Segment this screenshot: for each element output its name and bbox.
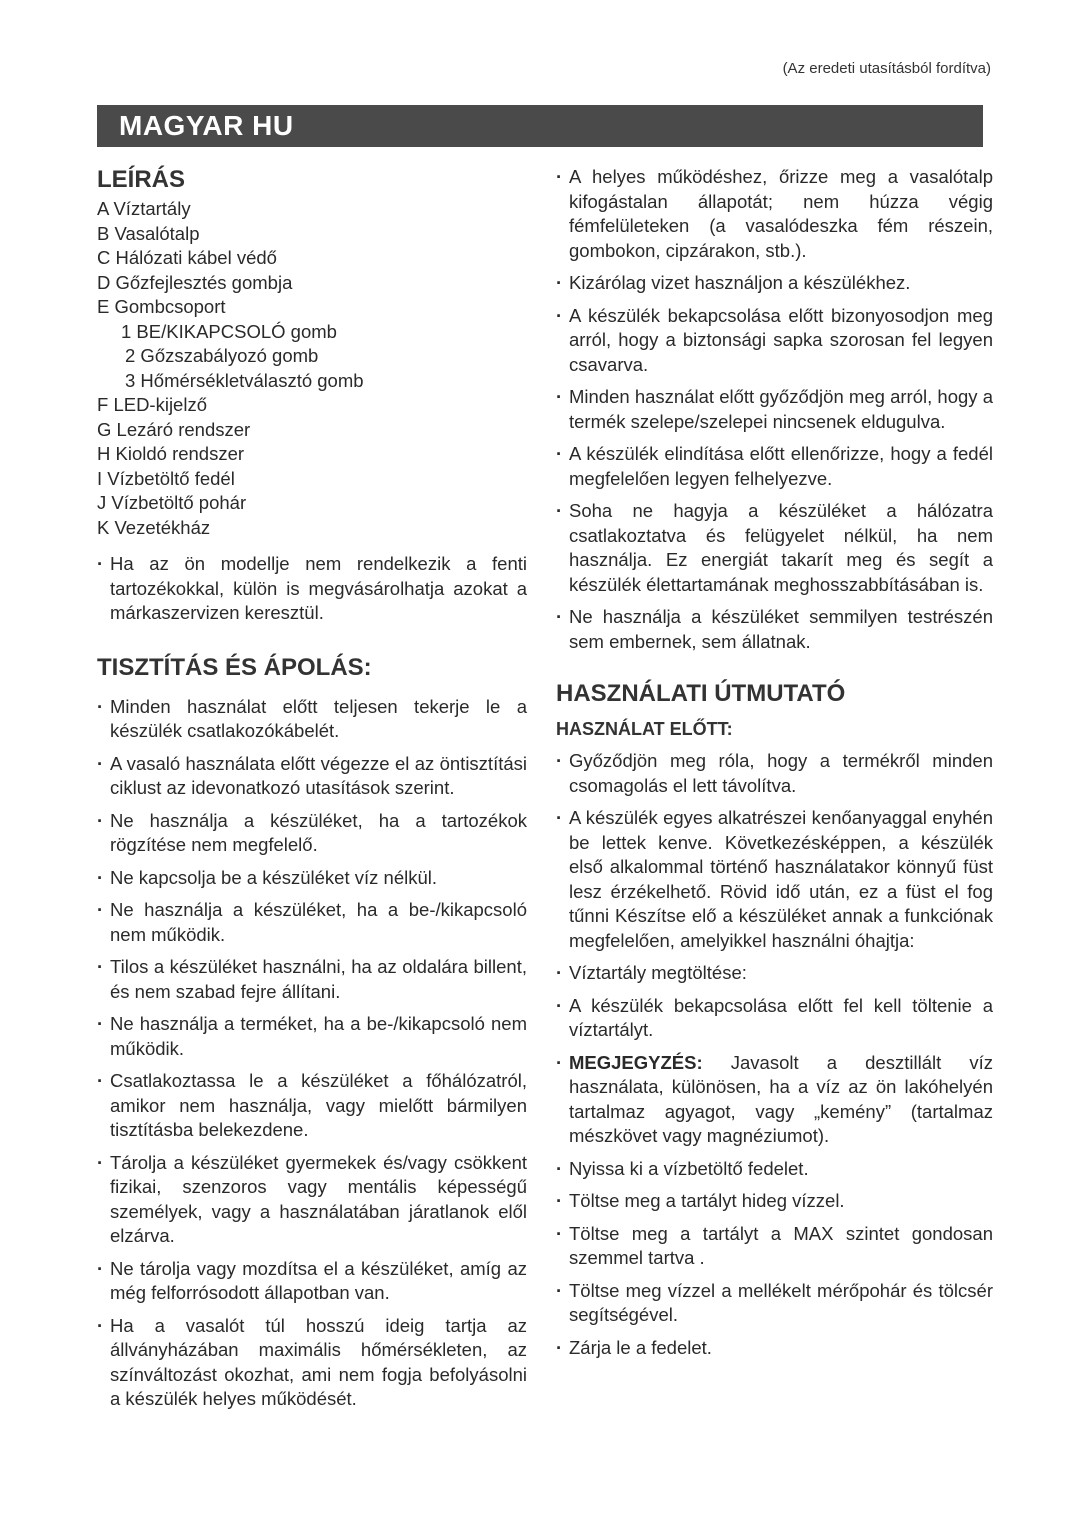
cleaning-list xyxy=(97,695,527,1412)
cleaning-item: · Minden használat előtt győződjön meg arról, hogy a termék szelepe/szelepei nincsenek eldugulva. xyxy=(556,385,993,434)
parts-item: I Vízbetöltő fedél xyxy=(97,467,235,489)
cleaning-item: · Tárolja a készüléket gyermekek és/vagy csökkent fizikai, szenzoros vagy mentális képességű személyek, vagy a használatában járatlanok elől elzárva. xyxy=(97,1151,527,1249)
translation-note: (Az eredeti utasításból fordítva) xyxy=(782,60,991,77)
parts-item: K Vezetékház xyxy=(97,516,211,538)
parts-item: G Lezáró rendszer xyxy=(97,418,251,440)
usage-item: · Töltse meg vízzel a mellékelt mérőpohár és tölcsér segítségével. xyxy=(556,1279,993,1328)
right-column xyxy=(556,165,993,1368)
usage-item: · A készülék egyes alkatrészei kenőanyaggal enyhén be lettek kenve. Következésképpen, a készülék első alkalommal történő használatakor könnyű füst lesz érzékelhető. Rövid idő után, ez a füst el fog tűnni Készítse elő a készüléket annak a funkciónak megfelelően, amelyikkel használni óhajtja: xyxy=(556,806,993,953)
accessories-note: · Ha az ön modellje nem rendelkezik a fenti tartozékokkal, külön is megvásárolhatja azokat a márkaszervizen keresztül. xyxy=(97,552,527,626)
section-title-tisztitas: TISZTÍTÁS ÉS ÁPOLÁS: xyxy=(97,653,372,681)
cleaning-item: · Kizárólag vizet használjon a készülékhez. xyxy=(556,271,993,296)
parts-item: F LED-kijelző xyxy=(97,394,207,415)
cleaning-item: · A készülék bekapcsolása előtt bizonyosodjon meg arról, hogy a biztonsági sapka szorosan fel legyen csavarva. xyxy=(556,304,993,378)
parts-item: E Gombcsoport xyxy=(97,296,226,317)
cleaning-item: · A helyes működéshez, őrizze meg a vasalótalp kifogástalan állapotát; nem húzza végig fémfelületeken (a vasalódeszka fém részein, gombokon, cipzárakon, stb.). xyxy=(556,165,993,263)
parts-item: A Víztartály xyxy=(97,198,191,219)
usage-item: · Töltse meg a tartályt hideg vízzel. xyxy=(556,1189,993,1214)
cleaning-list-continued xyxy=(556,165,993,654)
left-column xyxy=(97,165,527,1420)
cleaning-item: · Csatlakoztassa le a készüléket a főhálózatról, amikor nem használja, vagy mielőtt bármilyen tisztításba belekezdene. xyxy=(97,1069,527,1143)
cleaning-item: · Ne kapcsolja be a készüléket víz nélkül. xyxy=(97,866,527,891)
usage-item: · Töltse meg a tartályt a MAX szintet gondosan szemmel tartva . xyxy=(556,1222,993,1271)
cleaning-item: · Ne használja a készüléket, ha a be-/kikapcsoló nem működik. xyxy=(97,898,527,947)
usage-item: · Zárja le a fedelet. xyxy=(556,1336,993,1361)
cleaning-item: · Ne használja a készüléket, ha a tartozékok rögzítése nem megfelelő. xyxy=(97,809,527,858)
cleaning-item: · A vasaló használata előtt végezze el az öntisztítási ciklust az idevonatkozó utasítások szerint. xyxy=(97,752,527,801)
cleaning-item: · Ha a vasalót túl hosszú ideig tartja az állványházában maximális hőmérsékleten, az színváltozást okozhat, ami nem fogja befolyásolni a készülék helyes működését. xyxy=(97,1314,527,1412)
parts-item: J Vízbetöltő pohár xyxy=(97,492,247,513)
language-banner: MAGYAR HU xyxy=(97,105,983,147)
section-title-hasznalati: HASZNÁLATI ÚTMUTATÓ xyxy=(556,680,846,707)
note-label: MEGJEGYZÉS: xyxy=(569,1051,703,1073)
cleaning-item: · A készülék elindítása előtt ellenőrizze, hogy a fedél megfelelően legyen felhelyezve. xyxy=(556,442,993,491)
cleaning-item: · Ne tárolja vagy mozdítsa el a készüléket, amíg az még felforrósodott állapotban van. xyxy=(97,1257,527,1306)
parts-item: B Vasalótalp xyxy=(97,222,200,244)
parts-subitem: 2 Gőzszabályozó gomb xyxy=(125,345,319,366)
cleaning-item: · Ne használja a készüléket semmilyen testrészén sem embernek, sem állatnak. xyxy=(556,605,993,654)
parts-subitem: 3 Hőmérsékletválasztó gomb xyxy=(125,369,364,391)
section-title-leiras: LEÍRÁS xyxy=(97,166,186,193)
usage-item: · Víztartály megtöltése: xyxy=(556,961,993,986)
usage-note xyxy=(556,1051,993,1149)
note-text: Javasolt a desztillált víz használata, különösen, ha a víz az ön lakóhelyén tartalmaz agyagot, vagy „kemény” (tartalmaz mészkövet vagy magnéziumot). xyxy=(569,1051,993,1146)
parts-item: H Kioldó rendszer xyxy=(97,443,245,464)
parts-item: C Hálózati kábel védő xyxy=(97,247,277,268)
cleaning-item: · Soha ne hagyja a készüléket a hálózatra csatlakoztatva és felügyelet nélkül, ha nem használja. Ez energiát takarít meg és segít a készülék élettartamának meghosszabbításában is. xyxy=(556,499,993,597)
accessories-note-list xyxy=(97,552,527,626)
usage-item: · Nyissa ki a vízbetöltő fedelet. xyxy=(556,1157,993,1182)
parts-list xyxy=(97,197,527,540)
usage-list xyxy=(556,749,993,1360)
subsection-title-before-use: HASZNÁLAT ELŐTT: xyxy=(556,719,733,739)
parts-subitem: 1 BE/KIKAPCSOLÓ gomb xyxy=(121,320,337,342)
cleaning-item: · Ne használja a terméket, ha a be-/kikapcsoló nem működik. xyxy=(97,1012,527,1061)
cleaning-item: · Minden használat előtt teljesen tekerje le a készülék csatlakozókábelét. xyxy=(97,695,527,744)
usage-item: · A készülék bekapcsolása előtt fel kell töltenie a víztartályt. xyxy=(556,994,993,1043)
cleaning-item: · Tilos a készüléket használni, ha az oldalára billent, és nem szabad fejre állítani. xyxy=(97,955,527,1004)
parts-item: D Gőzfejlesztés gombja xyxy=(97,271,293,293)
usage-item: · Győződjön meg róla, hogy a termékről minden csomagolás el lett távolítva. xyxy=(556,749,993,798)
